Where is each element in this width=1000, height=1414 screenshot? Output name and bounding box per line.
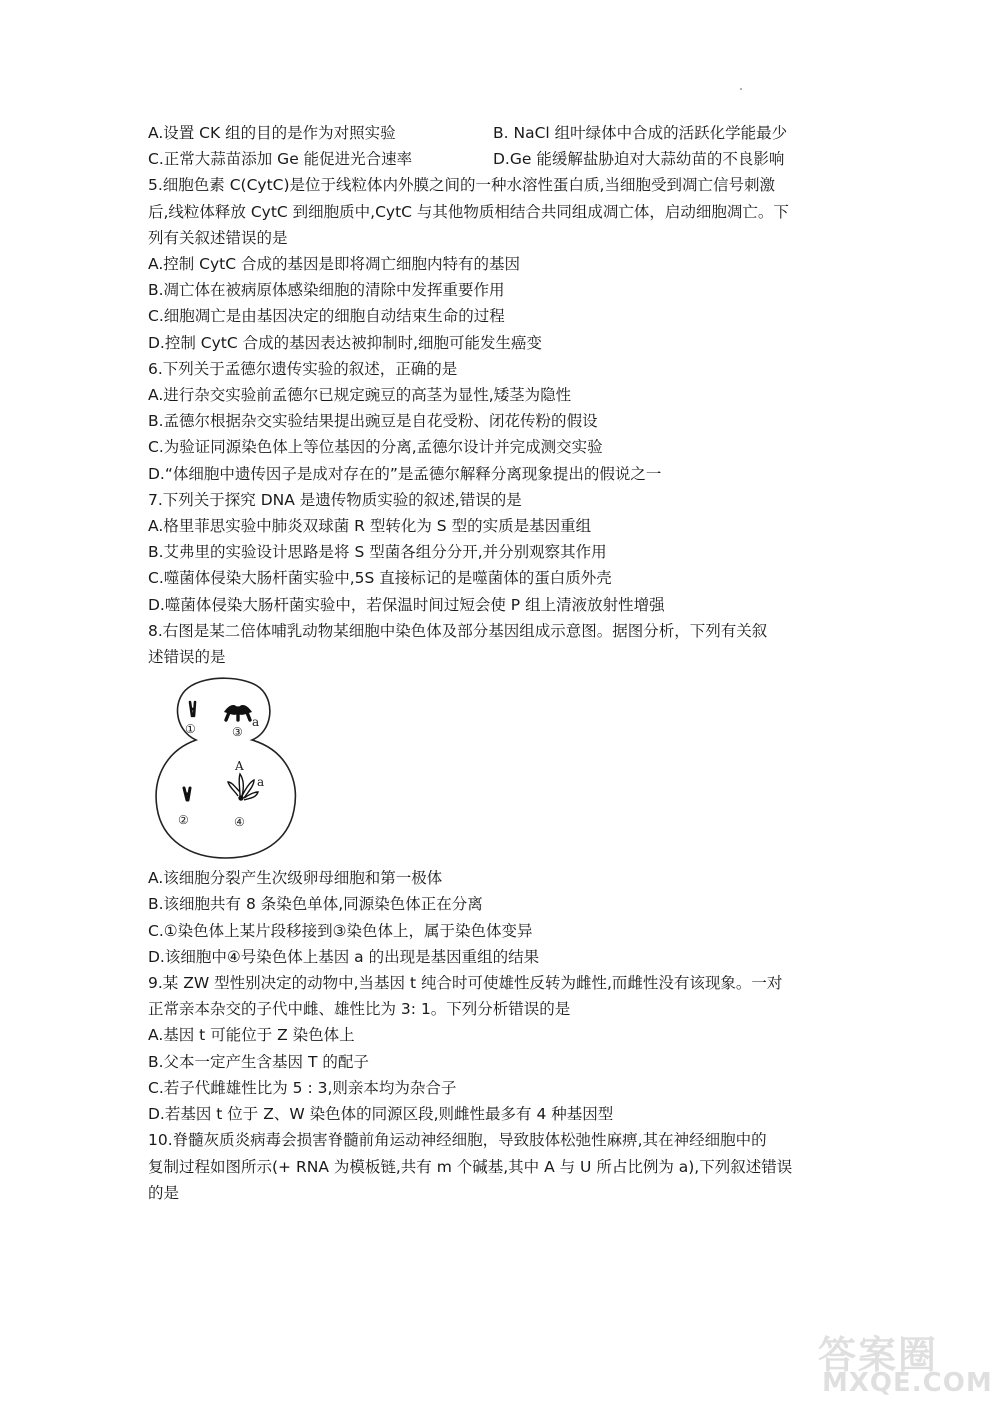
q9-stem-1: 9.某 ZW 型性别决定的动物中,当基因 t 纯合时可使雄性反转为雌性,而雌性没有该现象。一对 bbox=[148, 974, 783, 993]
q9-stem-2: 正常亲本杂交的子代中雌、雄性比为 3: 1。下列分析错误的是 bbox=[148, 1000, 571, 1019]
q7-option-a: A.格里菲思实验中肺炎双球菌 R 型转化为 S 型的实质是基因重组 bbox=[148, 517, 592, 536]
chromosome-label-3: ③ bbox=[232, 725, 243, 740]
q4-options-row-1 bbox=[148, 120, 868, 146]
q8-option-c: C.①染色体上某片段移接到③染色体上，属于染色体变异 bbox=[148, 921, 533, 940]
q10-stem-1: 10.脊髓灰质炎病毒会损害脊髓前角运动神经细胞，导致肢体松弛性麻痹,其在神经细胞中的 bbox=[148, 1131, 767, 1150]
q5-option-b: B.凋亡体在被病原体感染细胞的清除中发挥重要作用 bbox=[148, 281, 505, 300]
q8-option-b: B.该细胞共有 8 条染色单体,同源染色体正在分离 bbox=[148, 895, 483, 914]
q6-option-b: B.孟德尔根据杂交实验结果提出豌豆是自花受粉、闭花传粉的假设 bbox=[148, 412, 598, 431]
exam-page bbox=[148, 120, 868, 1206]
q6-option-c: C.为验证同源染色体上等位基因的分离,孟德尔设计并完成测交实验 bbox=[148, 438, 603, 457]
site-watermark bbox=[808, 1324, 993, 1404]
cell-diagram bbox=[154, 676, 299, 861]
q7-stem: 7.下列关于探究 DNA 是遗传物质实验的叙述,错误的是 bbox=[148, 490, 522, 509]
chromosome-label-1: ① bbox=[185, 722, 196, 737]
q8-option-d: D.该细胞中④号染色体上基因 a 的出现是基因重组的结果 bbox=[148, 947, 540, 966]
q6-stem: 6.下列关于孟德尔遗传实验的叙述，正确的是 bbox=[148, 359, 458, 378]
chromosome-2 bbox=[184, 788, 191, 800]
q5-stem-1: 5.细胞色素 C(CytC)是位于线粒体内外膜之间的一种水溶性蛋白质,当细胞受到凋亡信号刺激 bbox=[148, 176, 775, 195]
chromosome-label-2: ② bbox=[178, 813, 189, 828]
cell-division-figure bbox=[154, 676, 299, 861]
q7-option-d: D.噬菌体侵染大肠杆菌实验中，若保温时间过短会使 P 组上清液放射性增强 bbox=[148, 595, 665, 614]
q5-stem-3: 列有关叙述错误的是 bbox=[148, 228, 288, 247]
q7-option-b: B.艾弗里的实验设计思路是将 S 型菌各组分分开,并分别观察其作用 bbox=[148, 543, 607, 562]
q9-option-d: D.若基因 t 位于 Z、W 染色体的同源区段,则雌性最多有 4 种基因型 bbox=[148, 1105, 614, 1124]
q4-option-a: A.设置 CK 组的目的是作为对照实验 bbox=[148, 124, 396, 142]
q5-option-a: A.控制 CytC 合成的基因是即将凋亡细胞内特有的基因 bbox=[148, 255, 521, 274]
q4-option-b: B. NaCl 组叶绿体中合成的活跃化学能最少 bbox=[493, 124, 788, 142]
q4-option-c: C.正常大蒜苗添加 Ge 能促进光合速率 bbox=[148, 150, 413, 169]
q4-options-row-2 bbox=[148, 146, 868, 172]
q8-option-a: A.该细胞分裂产生次级卵母细胞和第一极体 bbox=[148, 869, 443, 888]
watermark-logo-text: 答案圈 bbox=[818, 1333, 939, 1377]
chromosome-label-4: ④ bbox=[234, 815, 245, 830]
chromosome-3 bbox=[224, 705, 252, 720]
q10-stem-2: 复制过程如图所示(+ RNA 为模板链,共有 m 个碱基,其中 A 与 U 所占比例为 a),下列叙述错误 bbox=[148, 1157, 793, 1176]
q10-stem-3: 的是 bbox=[148, 1183, 180, 1202]
q9-option-c: C.若子代雌雄性比为 5 : 3,则亲本均为杂合子 bbox=[148, 1078, 457, 1097]
cell-membrane bbox=[156, 679, 295, 859]
q5-option-c: C.细胞凋亡是由基因决定的细胞自动结束生命的过程 bbox=[148, 307, 505, 326]
chromosome-4 bbox=[228, 774, 258, 800]
q4-option-d: D.Ge 能缓解盐胁迫对大蒜幼苗的不良影响 bbox=[493, 150, 785, 169]
q6-option-d: D.“体细胞中遗传因子是成对存在的”是孟德尔解释分离现象提出的假说之一 bbox=[148, 464, 662, 483]
q9-option-a: A.基因 t 可能位于 Z 染色体上 bbox=[148, 1026, 355, 1045]
q8-stem-1: 8.右图是某二倍体哺乳动物某细胞中染色体及部分基因组成示意图。据图分析，下列有关叙 bbox=[148, 621, 768, 640]
q5-stem-2: 后,线粒体释放 CytC 到细胞质中,CytC 与其他物质相结合共同组成凋亡体，启动细胞凋亡。下 bbox=[148, 202, 789, 221]
scan-speck bbox=[740, 88, 742, 90]
q5-option-d: D.控制 CytC 合成的基因表达被抑制时,细胞可能发生癌变 bbox=[148, 333, 543, 352]
chromosome-1 bbox=[190, 702, 195, 716]
q9-option-b: B.父本一定产生含基因 T 的配子 bbox=[148, 1052, 369, 1071]
q8-stem-2: 述错误的是 bbox=[148, 648, 226, 667]
gene-label-a-bottom: a bbox=[257, 775, 265, 790]
gene-label-a-top: a bbox=[252, 715, 260, 730]
gene-label-A: A bbox=[235, 759, 244, 774]
q6-option-a: A.进行杂交实验前孟德尔已规定豌豆的高茎为显性,矮茎为隐性 bbox=[148, 386, 572, 405]
q7-option-c: C.噬菌体侵染大肠杆菌实验中,5S 直接标记的是噬菌体的蛋白质外壳 bbox=[148, 569, 612, 588]
watermark-url: MXQE.COM bbox=[822, 1368, 993, 1398]
